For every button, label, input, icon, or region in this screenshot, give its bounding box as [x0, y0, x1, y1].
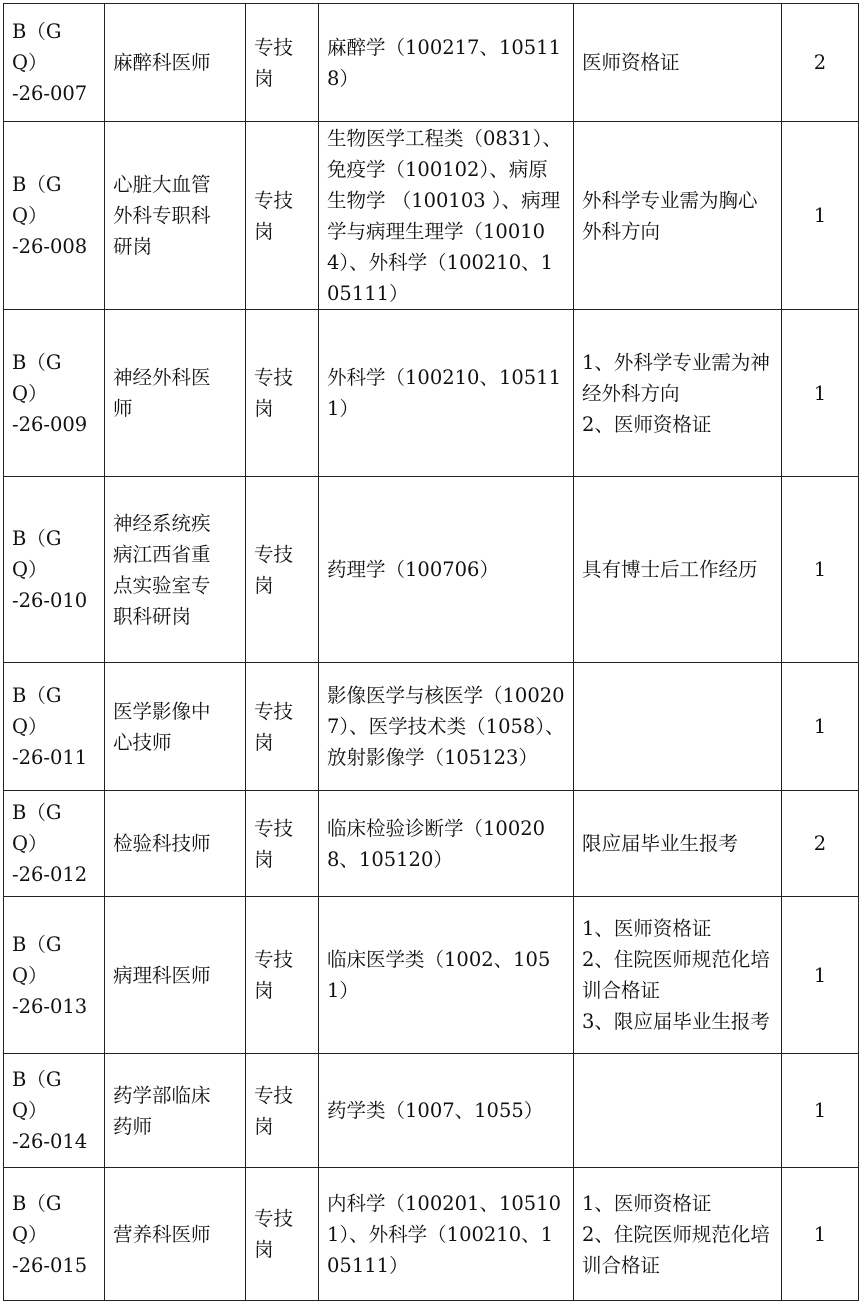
post-name-cell: 病理科医师: [105, 897, 246, 1054]
post-name-cell: 麻醉科医师: [105, 4, 246, 122]
major-cell: 临床检验诊断学（100208、105120）: [319, 791, 574, 897]
table-row: [4, 791, 859, 897]
post-name-cell: 营养科医师: [105, 1168, 246, 1301]
requirement-cell: [574, 1054, 782, 1168]
requirement-cell: 1、外科学专业需为神经外科方向 2、医师资格证: [574, 310, 782, 477]
post-code-cell: B（GQ） -26-014: [4, 1054, 105, 1168]
major-cell: 药理学（100706）: [319, 477, 574, 663]
recruitment-table: [3, 3, 859, 1301]
post-code-cell: B（GQ） -26-012: [4, 791, 105, 897]
post-code-cell: B（GQ） -26-015: [4, 1168, 105, 1301]
post-name-cell: 医学影像中 心技师: [105, 663, 246, 791]
post-category-cell: 专技 岗: [246, 1168, 319, 1301]
headcount-cell: 1: [782, 122, 859, 310]
table-row: [4, 477, 859, 663]
post-name-cell: 检验科技师: [105, 791, 246, 897]
major-cell: 内科学（100201、105101）、外科学（100210、105111）: [319, 1168, 574, 1301]
post-category-cell: 专技 岗: [246, 477, 319, 663]
requirement-cell: 医师资格证: [574, 4, 782, 122]
headcount-cell: 1: [782, 897, 859, 1054]
major-cell: 麻醉学（100217、105118）: [319, 4, 574, 122]
major-cell: 药学类（1007、1055）: [319, 1054, 574, 1168]
post-name-cell: 药学部临床 药师: [105, 1054, 246, 1168]
requirement-cell: 1、医师资格证 2、住院医师规范化培训合格证 3、限应届毕业生报考: [574, 897, 782, 1054]
major-cell: 临床医学类（1002、1051）: [319, 897, 574, 1054]
post-code-cell: B（GQ） -26-009: [4, 310, 105, 477]
requirement-cell: 具有博士后工作经历: [574, 477, 782, 663]
post-category-cell: 专技 岗: [246, 310, 319, 477]
post-name-cell: 神经系统疾 病江西省重 点实验室专 职科研岗: [105, 477, 246, 663]
post-category-cell: 专技 岗: [246, 1054, 319, 1168]
post-code-cell: B（GQ） -26-011: [4, 663, 105, 791]
post-category-cell: 专技 岗: [246, 897, 319, 1054]
post-category-cell: 专技 岗: [246, 663, 319, 791]
headcount-cell: 1: [782, 477, 859, 663]
table-row: [4, 897, 859, 1054]
post-name-cell: 心脏大血管 外科专职科 研岗: [105, 122, 246, 310]
table-row: [4, 4, 859, 122]
post-category-cell: 专技 岗: [246, 4, 319, 122]
table-row: [4, 122, 859, 310]
major-cell: 外科学（100210、105111）: [319, 310, 574, 477]
headcount-cell: 1: [782, 1054, 859, 1168]
requirement-cell: [574, 663, 782, 791]
major-cell: 生物医学工程类（0831）、免疫学（100102）、病原生物学 （100103 ）、病理学与病理生理学（100104）、外科学（100210、105111）: [319, 122, 574, 310]
table-row: [4, 663, 859, 791]
requirement-cell: 外科学专业需为胸心外科方向: [574, 122, 782, 310]
post-code-cell: B（GQ） -26-008: [4, 122, 105, 310]
requirement-cell: 限应届毕业生报考: [574, 791, 782, 897]
headcount-cell: 2: [782, 791, 859, 897]
headcount-cell: 1: [782, 310, 859, 477]
headcount-cell: 1: [782, 1168, 859, 1301]
post-category-cell: 专技 岗: [246, 122, 319, 310]
post-category-cell: 专技 岗: [246, 791, 319, 897]
headcount-cell: 1: [782, 663, 859, 791]
table-row: [4, 1054, 859, 1168]
headcount-cell: 2: [782, 4, 859, 122]
post-code-cell: B（GQ） -26-013: [4, 897, 105, 1054]
table-row: [4, 1168, 859, 1301]
post-code-cell: B（GQ） -26-010: [4, 477, 105, 663]
major-cell: 影像医学与核医学（100207）、医学技术类（1058）、放射影像学（105123）: [319, 663, 574, 791]
post-name-cell: 神经外科医 师: [105, 310, 246, 477]
table-row: [4, 310, 859, 477]
requirement-cell: 1、医师资格证 2、住院医师规范化培训合格证: [574, 1168, 782, 1301]
post-code-cell: B（GQ） -26-007: [4, 4, 105, 122]
